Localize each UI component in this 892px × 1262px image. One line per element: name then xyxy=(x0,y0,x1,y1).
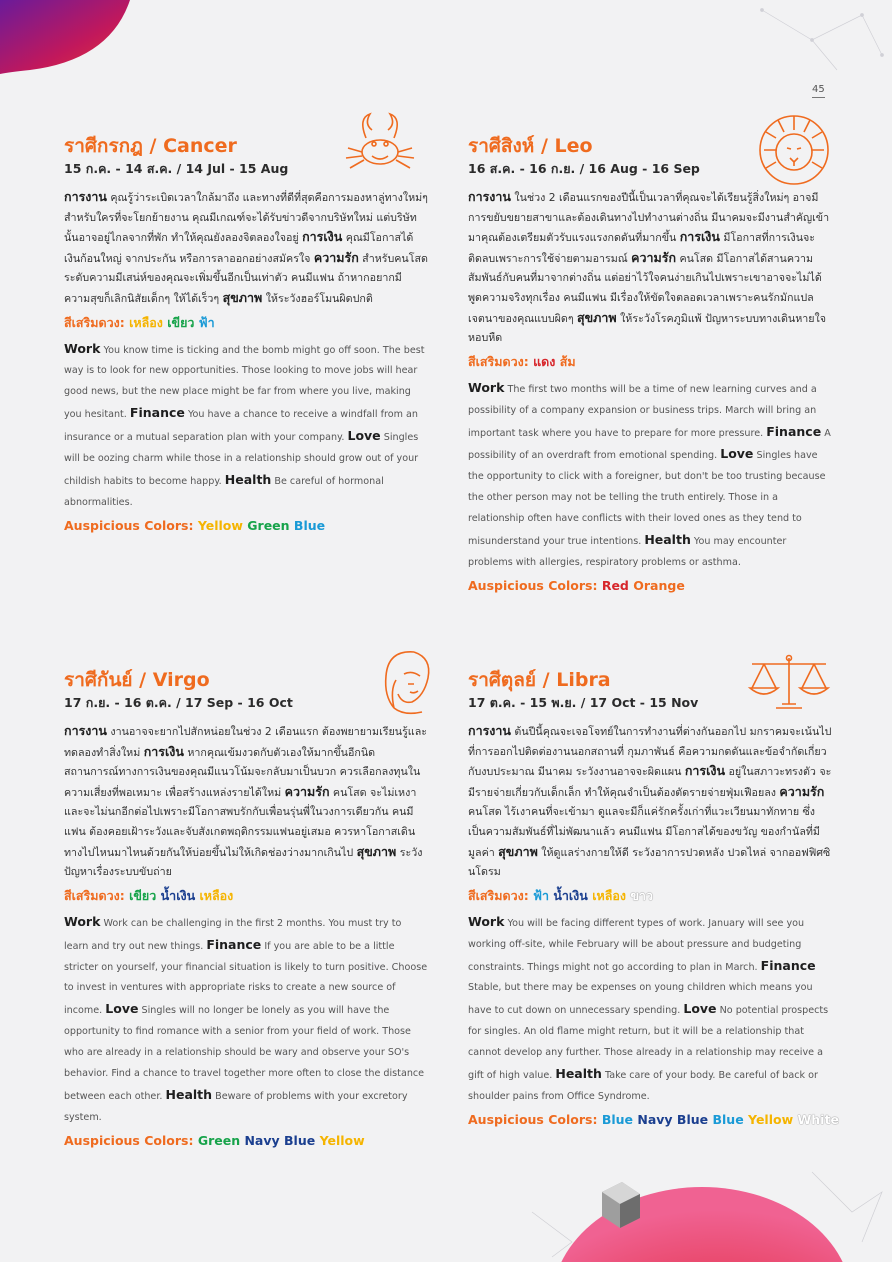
color-swatch: ส้ม xyxy=(559,353,576,369)
thai-health-label: สุขภาพ xyxy=(576,309,617,325)
english-health-text: Take care of your body. Be careful of back or shoulder pains from Office Syndrome. xyxy=(468,1070,818,1102)
english-finance-label: Finance xyxy=(760,957,816,973)
english-finance-label: Finance xyxy=(766,423,822,439)
color-swatch: ฟ้า xyxy=(198,314,215,330)
thai-love-label: ความรัก xyxy=(779,783,825,799)
sign-dates: 17 ต.ค. - 15 พ.ย. / 17 Oct - 15 Nov xyxy=(468,695,699,710)
thai-love-text: คนโสด มีโอกาสได้สานความสัมพันธ์กับคนที่มาจากต่างถิ่น แต่อย่าไว้ใจคนง่ายเกินไปเพราะเขาอาจจะไม่ได้พูดความจริงทุกเรื่อง คนมีแฟน มีเรื่องให้ขัดใจตลอดเวลาเพราะคนรักมักแปลเจตนาของคุณแบบผิดๆ xyxy=(468,251,822,325)
english-health-label: Health xyxy=(224,472,272,487)
thai-love-text: คนโสด ไร้เงาคนที่จะเข้ามา ดูแลจะมีก็แค่รักครั้งเก่าที่แวะเวียนมาทักทาย ซึ่งเป็นความสัมพันธ์ที่ไม่พัฒนาแล้ว คนมีแฟน มีโอกาสได้ของขวัญ ของกำนัลที่มีมูลค่า xyxy=(468,805,820,859)
lion-icon xyxy=(756,112,832,188)
thai-auspicious-colors xyxy=(64,313,428,333)
english-love-text: Singles will be oozing charm while those in a relationship should grow out of your childish habits to become happy. xyxy=(64,432,419,487)
thai-colors-label: สีเสริมดวง: xyxy=(64,887,125,903)
english-horoscope xyxy=(468,378,832,574)
top-right-network-decoration xyxy=(742,0,892,80)
thai-finance-label: การเงิน xyxy=(143,743,184,759)
english-health-text: Beware of problems with your excretory system. xyxy=(64,1091,408,1123)
english-health-label: Health xyxy=(555,1066,602,1082)
thai-love-text: คนโสด จะไม่เหงาและจะไม่นกอีกต่อไปเพราะมีโอกาสพบรักกับเพื่อนรุ่นพี่ในวงการเดียวกัน คนมีแฟน ต้องคอยเฝ้าระวังและจับสังเกตพฤติกรรมแฟนอยู่เสมอ ควรหาโอกาสเดินทางไปไหนมาไหนด้วยกันให้บ่อยขึ้นไม่ให้เกิดช่องว่างมากเกินไป xyxy=(64,785,417,859)
english-finance-text: A possibility of an overdraft from emotional spending. xyxy=(468,427,831,462)
color-swatch: Green xyxy=(247,517,290,533)
sign-dates: 17 ก.ย. - 16 ต.ค. / 17 Sep - 16 Oct xyxy=(64,695,293,710)
page-number: 45 xyxy=(812,84,825,98)
color-swatch: ขาว xyxy=(630,887,653,903)
color-swatch: ฟ้า xyxy=(533,887,549,903)
english-finance-label: Finance xyxy=(206,936,262,952)
thai-work-label: การงาน xyxy=(468,723,511,738)
thai-horoscope xyxy=(64,187,428,309)
color-swatch: Red xyxy=(601,577,629,593)
english-work-label: Work xyxy=(468,379,505,395)
color-swatch: Orange xyxy=(633,577,685,593)
thai-colors-label: สีเสริมดวง: xyxy=(468,887,529,903)
thai-love-label: ความรัก xyxy=(284,783,330,799)
english-work-text: You know time is ticking and the bomb might go off soon. The best way is to look for new opportunities. Those looking to move jobs will hear good news, but the new place might be far from where you live, making you hesitant. xyxy=(64,344,425,421)
thai-work-text: งานอาจจะยากไปสักหน่อยในช่วง 2 เดือนแรก ต้องพยายามเรียนรู้และทดลองทำสิ่งใหม่ xyxy=(64,725,427,759)
thai-finance-label: การเงิน xyxy=(679,229,720,245)
english-love-text: Singles have the opportunity to click with a foreigner, but don't be too trusting because the other person may not be telling the truth entirely. Those in a relationship often have conflicts with their loved ones as they tend to misunderstand your true intentions. xyxy=(468,450,826,548)
english-finance-text: If you are able to be a little stricter on yourself, your financial situation is likely to turn positive. Choose to invest in ventures with appropriate risks to create a new source of income. xyxy=(64,940,428,1017)
thai-health-text: ให้ระวังฮอร์โมนผิดปกติ xyxy=(265,291,373,305)
color-swatch: เหลือง xyxy=(129,314,163,330)
thai-finance-text: คุณมีโอกาสได้เงินก้อนใหญ่ จากประกัน หรือการลาออกอย่างสมัครใจ xyxy=(64,231,414,265)
color-swatch: Yellow xyxy=(197,517,243,533)
english-health-label: Health xyxy=(165,1087,213,1102)
color-swatch: Blue xyxy=(601,1111,634,1127)
thai-auspicious-colors xyxy=(64,886,428,906)
english-auspicious-colors xyxy=(468,1110,839,1130)
thai-horoscope xyxy=(468,721,832,882)
thai-health-text: ให้ระวังโรคภูมิแพ้ ปัญหาระบบทางเดินหายใจ หอบหืด xyxy=(468,311,827,345)
thai-colors-label: สีเสริมดวง: xyxy=(64,314,125,330)
english-work-text: The first two months will be a time of new learning curves and a possibility of a company expansion or business trips. March will bring an important task where you have to prepare for more pressure. xyxy=(468,383,817,439)
english-love-label: Love xyxy=(105,1001,139,1017)
color-swatch: แดง xyxy=(533,353,556,369)
english-health-text: You may encounter problems with allergies, respiratory problems or asthma. xyxy=(468,536,787,568)
english-colors-label: Auspicious Colors: xyxy=(64,1132,194,1148)
scales-icon xyxy=(746,654,832,714)
thai-colors-label: สีเสริมดวง: xyxy=(468,353,529,369)
thai-work-text: ต้นปีนี้คุณจะเจอโจทย์ในการทำงานที่ต่างกันออกไป มกราคมจะเน้นไปที่การออกไปติดต่องานนอกสถานที่ กุมภาพันธ์ คือความกดดันและข้อจำกัดเกี่ยวกับงบประมาณ มีนาคม ระวังงานอาจจะผิดแผน xyxy=(468,725,832,779)
thai-horoscope xyxy=(64,721,428,882)
top-left-corner-decoration xyxy=(0,0,140,80)
sign-dates: 15 ก.ค. - 14 ส.ค. / 14 Jul - 15 Aug xyxy=(64,161,289,176)
color-swatch: เขียว xyxy=(129,887,157,903)
sign-libra xyxy=(468,668,839,1130)
english-work-text: Work can be challenging in the first 2 months. You must try to learn and try out new things. xyxy=(64,917,402,952)
thai-work-text: คุณรู้ว่าระเบิดเวลาใกล้มาถึง และทางที่ดีที่สุดคือการมองหาลู่ทางใหม่ๆ สำหรับใครที่จะโยกย้ายงาน คุณมีเกณฑ์จะได้รับข่าวดีจากบริษัทใหม่ แต่บริษัทนั้นอาจอยู่ไกลจากที่พัก ทำให้คุณยังลองจิตลองใจอยู่ xyxy=(64,191,428,245)
english-health-text: Be careful of hormonal abnormalities. xyxy=(64,476,384,508)
bottom-right-decoration xyxy=(512,1152,892,1262)
thai-love-label: ความรัก xyxy=(631,249,677,265)
color-swatch: เหลือง xyxy=(592,887,626,903)
color-swatch: Blue xyxy=(712,1111,744,1127)
english-love-text: Singles will no longer be lonely as you will have the opportunity to find romance with a senior from your field of work. Those who are already in a relationship should be wary and observe your SO's behavior. Find a chance to travel together more often to close the distance between each other. xyxy=(64,1005,425,1102)
english-colors-label: Auspicious Colors: xyxy=(468,1111,598,1127)
english-work-label: Work xyxy=(64,913,101,929)
color-swatch: เหลือง xyxy=(199,887,234,903)
thai-finance-label: การเงิน xyxy=(684,763,726,779)
english-horoscope xyxy=(64,339,428,514)
english-work-label: Work xyxy=(468,913,505,929)
english-colors-label: Auspicious Colors: xyxy=(64,517,194,533)
english-work-text: You will be facing different types of work. January will see you working off-site, while February will be about pressure and budgeting constraints. Things might not go according to plan in March. xyxy=(468,917,805,973)
english-love-text: No potential prospects for singles. An old flame might return, but it will be a relationship that cannot develop any further. Those already in a relationship may receive a gift of high value. xyxy=(468,1005,829,1082)
thai-work-label: การงาน xyxy=(64,723,107,738)
color-swatch: White xyxy=(797,1111,839,1127)
crab-icon xyxy=(340,108,420,178)
english-finance-text: You have a chance to receive a windfall from an insurance or a mutual separation plan with your company. xyxy=(64,409,418,444)
sign-title: ราศีสิงห์ / Leo xyxy=(468,135,593,157)
thai-love-label: ความรัก xyxy=(313,249,359,265)
sign-virgo xyxy=(64,668,428,1151)
thai-auspicious-colors xyxy=(468,886,832,906)
english-love-label: Love xyxy=(347,428,381,444)
sign-title: ราศีตุลย์ / Libra xyxy=(468,669,611,691)
thai-work-label: การงาน xyxy=(468,189,511,204)
english-horoscope xyxy=(64,912,428,1129)
thai-work-label: การงาน xyxy=(64,189,107,204)
maiden-icon xyxy=(374,646,440,718)
sign-leo xyxy=(468,134,832,596)
sign-title: ราศีกันย์ / Virgo xyxy=(64,669,210,691)
thai-finance-label: การเงิน xyxy=(302,229,343,245)
english-finance-label: Finance xyxy=(129,405,185,421)
sign-cancer xyxy=(64,134,428,536)
color-swatch: Yellow xyxy=(748,1111,794,1127)
english-love-label: Love xyxy=(720,446,754,462)
english-auspicious-colors xyxy=(64,516,428,536)
color-swatch: Blue xyxy=(293,517,326,533)
color-swatch: Yellow xyxy=(319,1132,365,1148)
color-swatch: Navy Blue xyxy=(244,1132,316,1148)
thai-work-text: ในช่วง 2 เดือนแรกของปีนี้เป็นเวลาที่คุณจะได้เรียนรู้สิ่งใหม่ๆ อาจมีการขยับขยายสาขาและต้องเดินทางไปทำงานต่างถิ่น มีนาคมจะมีงานสำคัญเข้ามาคุณต้องเตรียมตัวรับแรงแรงกดดันที่มากขึ้น xyxy=(468,191,830,245)
color-swatch: Green xyxy=(197,1132,241,1148)
thai-finance-text: อยู่ในสภาวะทรงตัว จะมีรายจ่ายเกี่ยวกับเด็กเล็ก ทำให้คุณจำเป็นต้องตัดรายจ่ายฟุ่มเฟือยลง xyxy=(468,765,832,799)
thai-love-text: สำหรับคนโสดระดับความมีเสน่ห์ของคุณจะเพิ่มขึ้นอีกเป็นเท่าตัว คนมีแฟน ถ้าหากอยากมีความสุขก็เลิกนิสัยเด็กๆ ให้ได้เร็วๆ xyxy=(64,251,428,305)
thai-auspicious-colors xyxy=(468,352,832,372)
color-swatch: น้ำเงิน xyxy=(160,887,196,903)
thai-health-text: ระวังปัญหาเรื่องระบบขับถ่าย xyxy=(64,845,423,879)
english-love-label: Love xyxy=(683,1001,717,1017)
thai-health-label: สุขภาพ xyxy=(356,843,397,859)
sign-dates: 16 ส.ค. - 16 ก.ย. / 16 Aug - 16 Sep xyxy=(468,161,700,176)
sign-title: ราศีกรกฎ / Cancer xyxy=(64,135,237,157)
thai-health-label: สุขภาพ xyxy=(498,843,538,859)
english-health-label: Health xyxy=(644,532,691,548)
thai-health-label: สุขภาพ xyxy=(222,289,263,305)
thai-health-text: ให้ดูแลร่างกายให้ดี ระวังอาการปวดหลัง ปวดไหล่ จากออฟฟิศซินโดรม xyxy=(468,845,831,879)
english-auspicious-colors xyxy=(64,1131,428,1151)
color-swatch: น้ำเงิน xyxy=(553,887,588,903)
color-swatch: เขียว xyxy=(167,314,195,330)
thai-horoscope xyxy=(468,187,832,348)
english-finance-text: Stable, but there may be expenses on young children which means you have to cut down on unnecessary spending. xyxy=(468,982,813,1017)
thai-finance-text: มีโอกาสที่การเงินจะติดลบเพราะการใช้จ่ายตามอารมณ์ xyxy=(468,231,816,265)
english-auspicious-colors xyxy=(468,576,832,596)
english-work-label: Work xyxy=(64,340,101,356)
english-horoscope xyxy=(468,912,832,1108)
thai-finance-text: หากคุณเข้มงวดกับตัวเองให้มากขึ้นอีกนิด สถานการณ์ทางการเงินของคุณมีแนวโน้มจะกลับมาเป็นบวก ควรเลือกลงทุนในความเสี่ยงที่พอเหมาะ เพื่อสร้างแหล่งรายได้ใหม่ xyxy=(64,745,421,799)
english-colors-label: Auspicious Colors: xyxy=(468,577,598,593)
color-swatch: Navy Blue xyxy=(637,1111,709,1127)
